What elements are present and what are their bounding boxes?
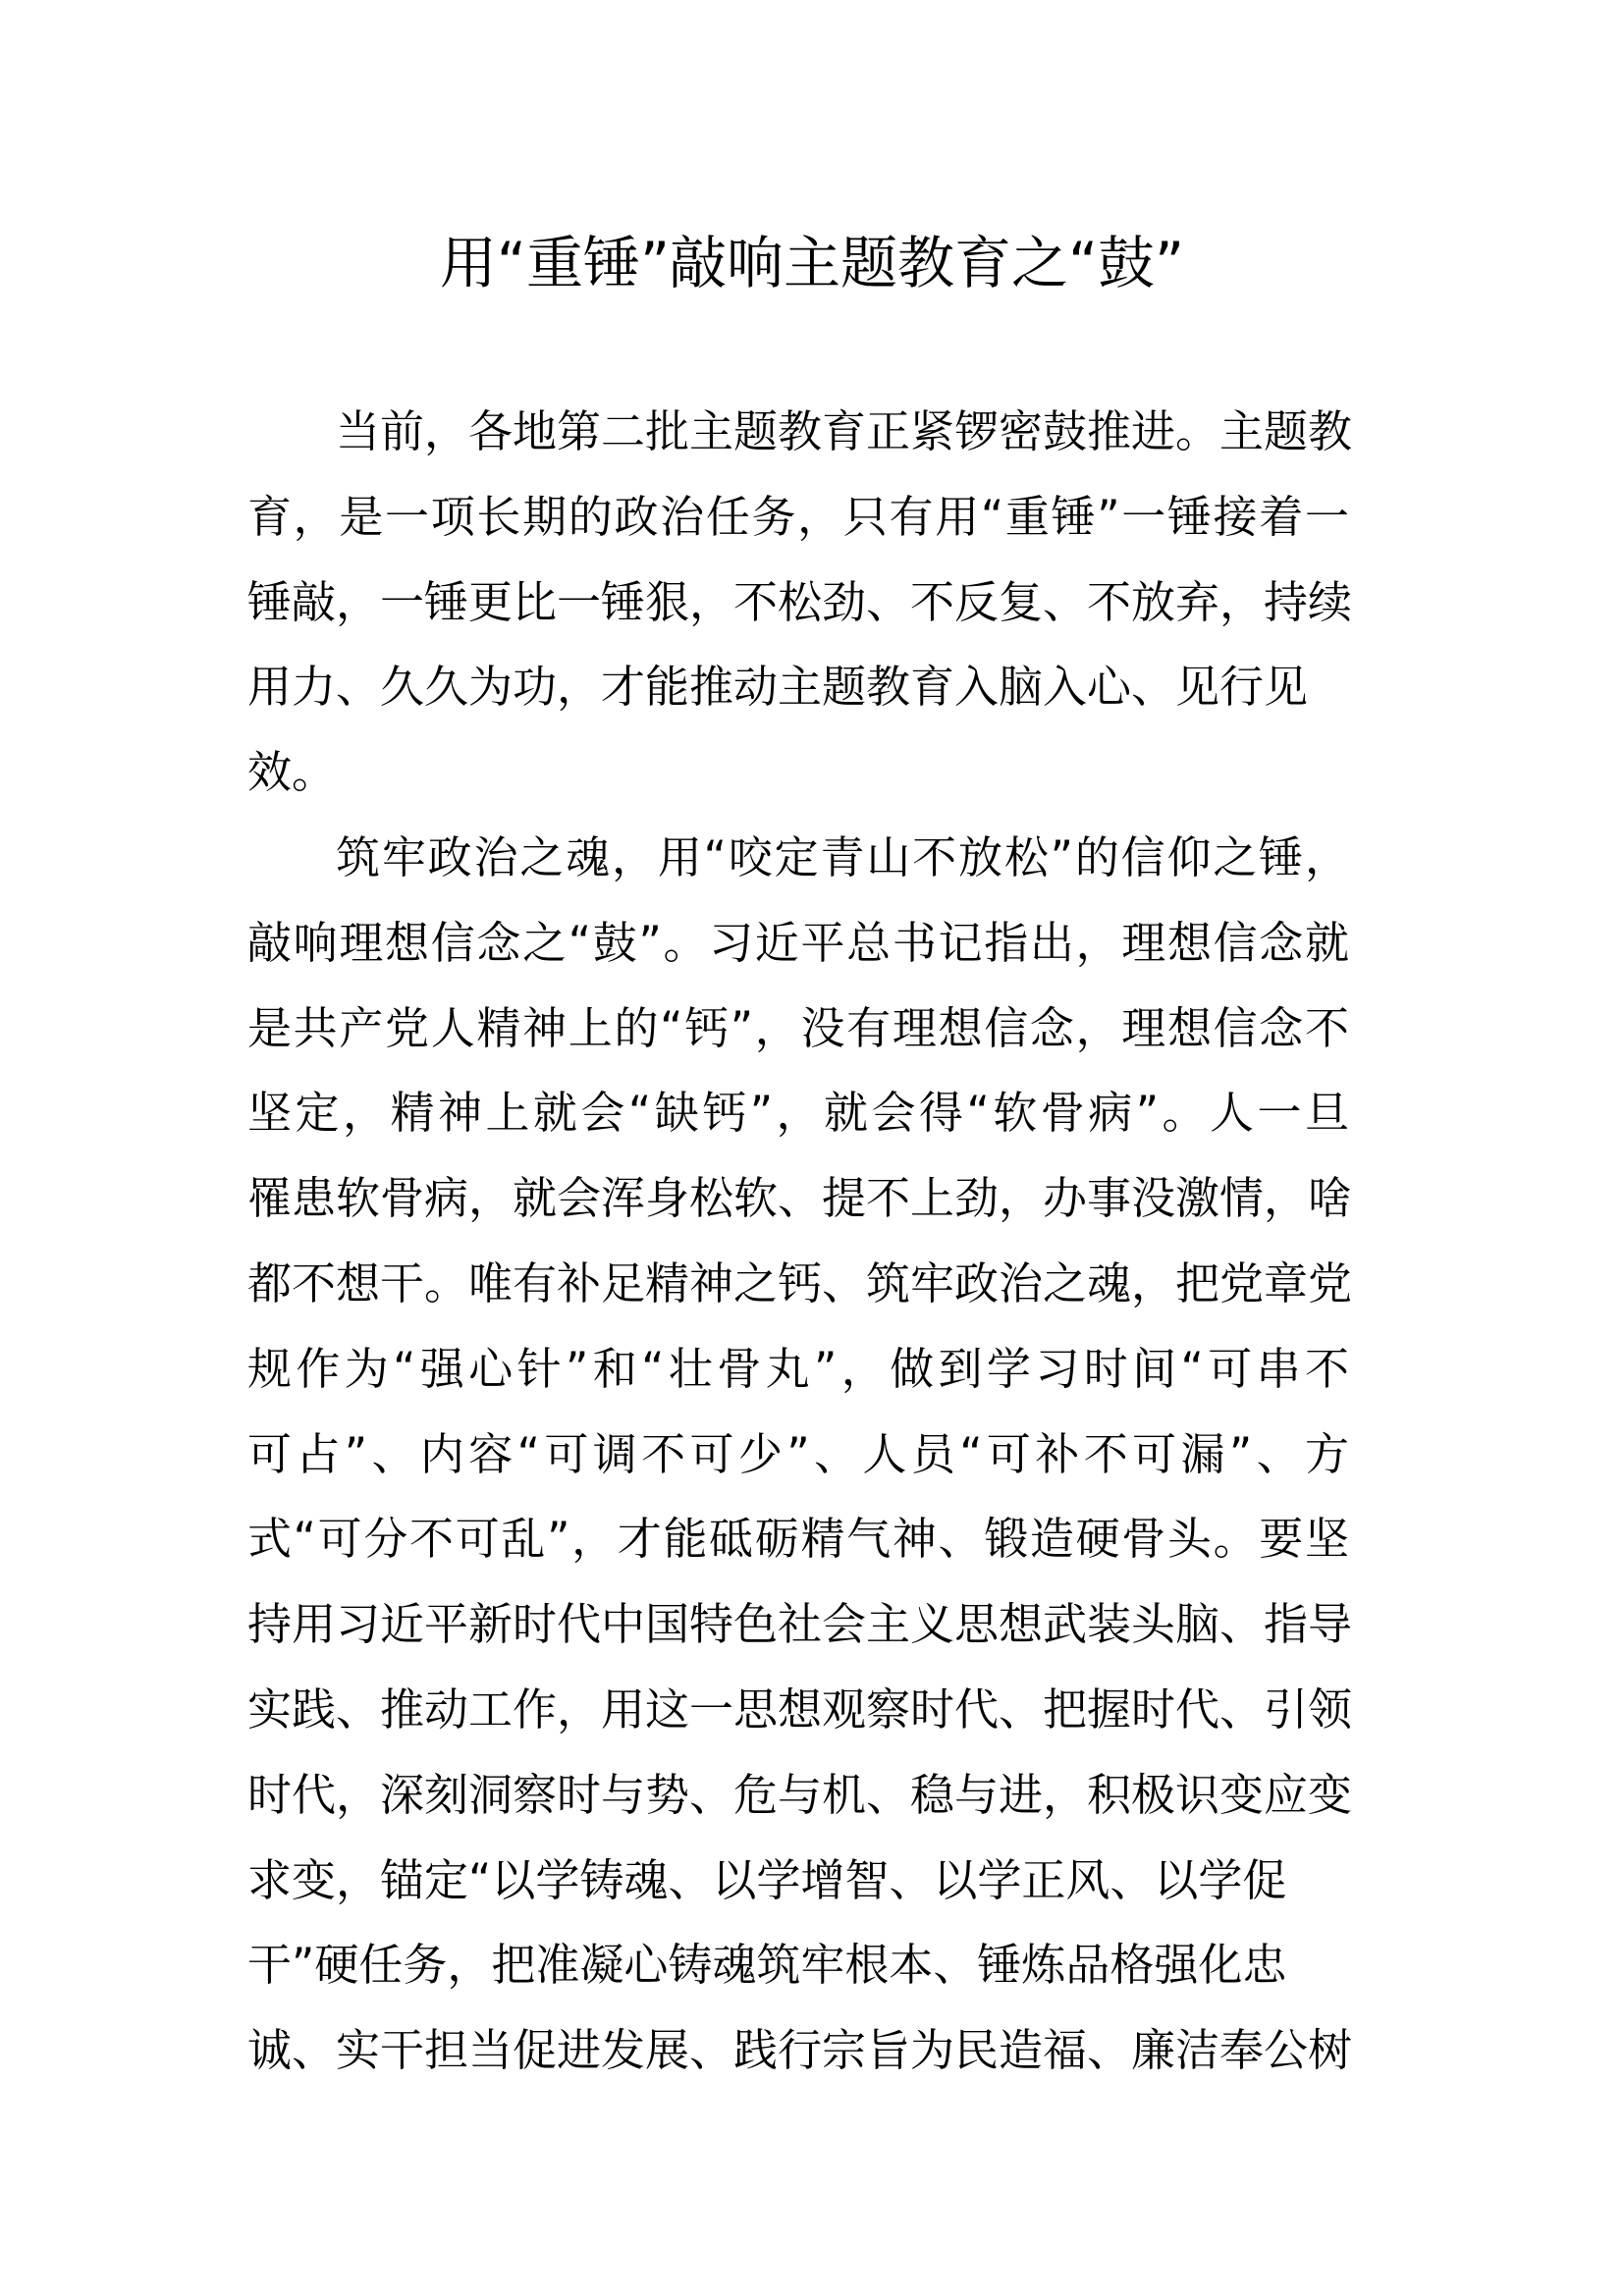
text-line: 育，是一项长期的政治任务，只有用“重锤”一锤接着一 (247, 490, 1349, 543)
text-line: 是共产党人精神上的“钙”，没有理想信念，理想信念不 (247, 1001, 1349, 1054)
text-line: 锤敲，一锤更比一锤狠，不松劲、不反复、不放弃，持续 (247, 575, 1353, 628)
text-line: 敲响理想信念之“鼓”。习近平总书记指出，理想信念就 (247, 916, 1349, 969)
text-line: 持用习近平新时代中国特色社会主义思想武装头脑、指导 (247, 1598, 1353, 1651)
text-line: 式“可分不可乱”，才能砥砺精气神、锻造硬骨头。要坚 (247, 1513, 1349, 1566)
text-line: 都不想干。唯有补足精神之钙、筑牢政治之魂，把党章党 (247, 1256, 1353, 1309)
text-line: 诚、实干担当促进发展、践行宗旨为民造福、廉洁奉公树 (247, 2024, 1353, 2077)
text-line: 干”硬任务，把准凝心铸魂筑牢根本、锤炼品格强化忠 (247, 1939, 1287, 1992)
text-line: 罹患软骨病，就会浑身松软、提不上劲，办事没激情，啥 (247, 1172, 1353, 1225)
document-body (247, 390, 1353, 2094)
text-line: 规作为“强心针”和“壮骨丸”，做到学习时间“可串不 (247, 1342, 1349, 1395)
text-line: 效。 (247, 746, 337, 799)
document-title: 用“重锤”敲响主题教育之“鼓” (439, 230, 1185, 296)
text-line: 筑牢政治之魂，用“咬定青山不放松”的信仰之锤， (336, 830, 1349, 883)
text-line: 坚定，精神上就会“缺钙”，就会得“软骨病”。人一旦 (247, 1087, 1349, 1140)
paragraph (247, 390, 1353, 816)
text-line: 时代，深刻洞察时与势、危与机、稳与进，积极识变应变 (247, 1768, 1353, 1821)
text-line: 可占”、内容“可调不可少”、人员“可补不可漏”、方 (247, 1427, 1349, 1480)
paragraph (247, 816, 1353, 2094)
text-line: 求变，锚定“以学铸魂、以学增智、以学正风、以学促 (247, 1853, 1287, 1906)
text-line: 实践、推动工作，用这一思想观察时代、把握时代、引领 (247, 1682, 1353, 1735)
text-line: 用力、久久为功，才能推动主题教育入脑入心、见行见 (247, 661, 1309, 714)
text-line: 当前，各地第二批主题教育正紧锣密鼓推进。主题教 (336, 405, 1353, 457)
